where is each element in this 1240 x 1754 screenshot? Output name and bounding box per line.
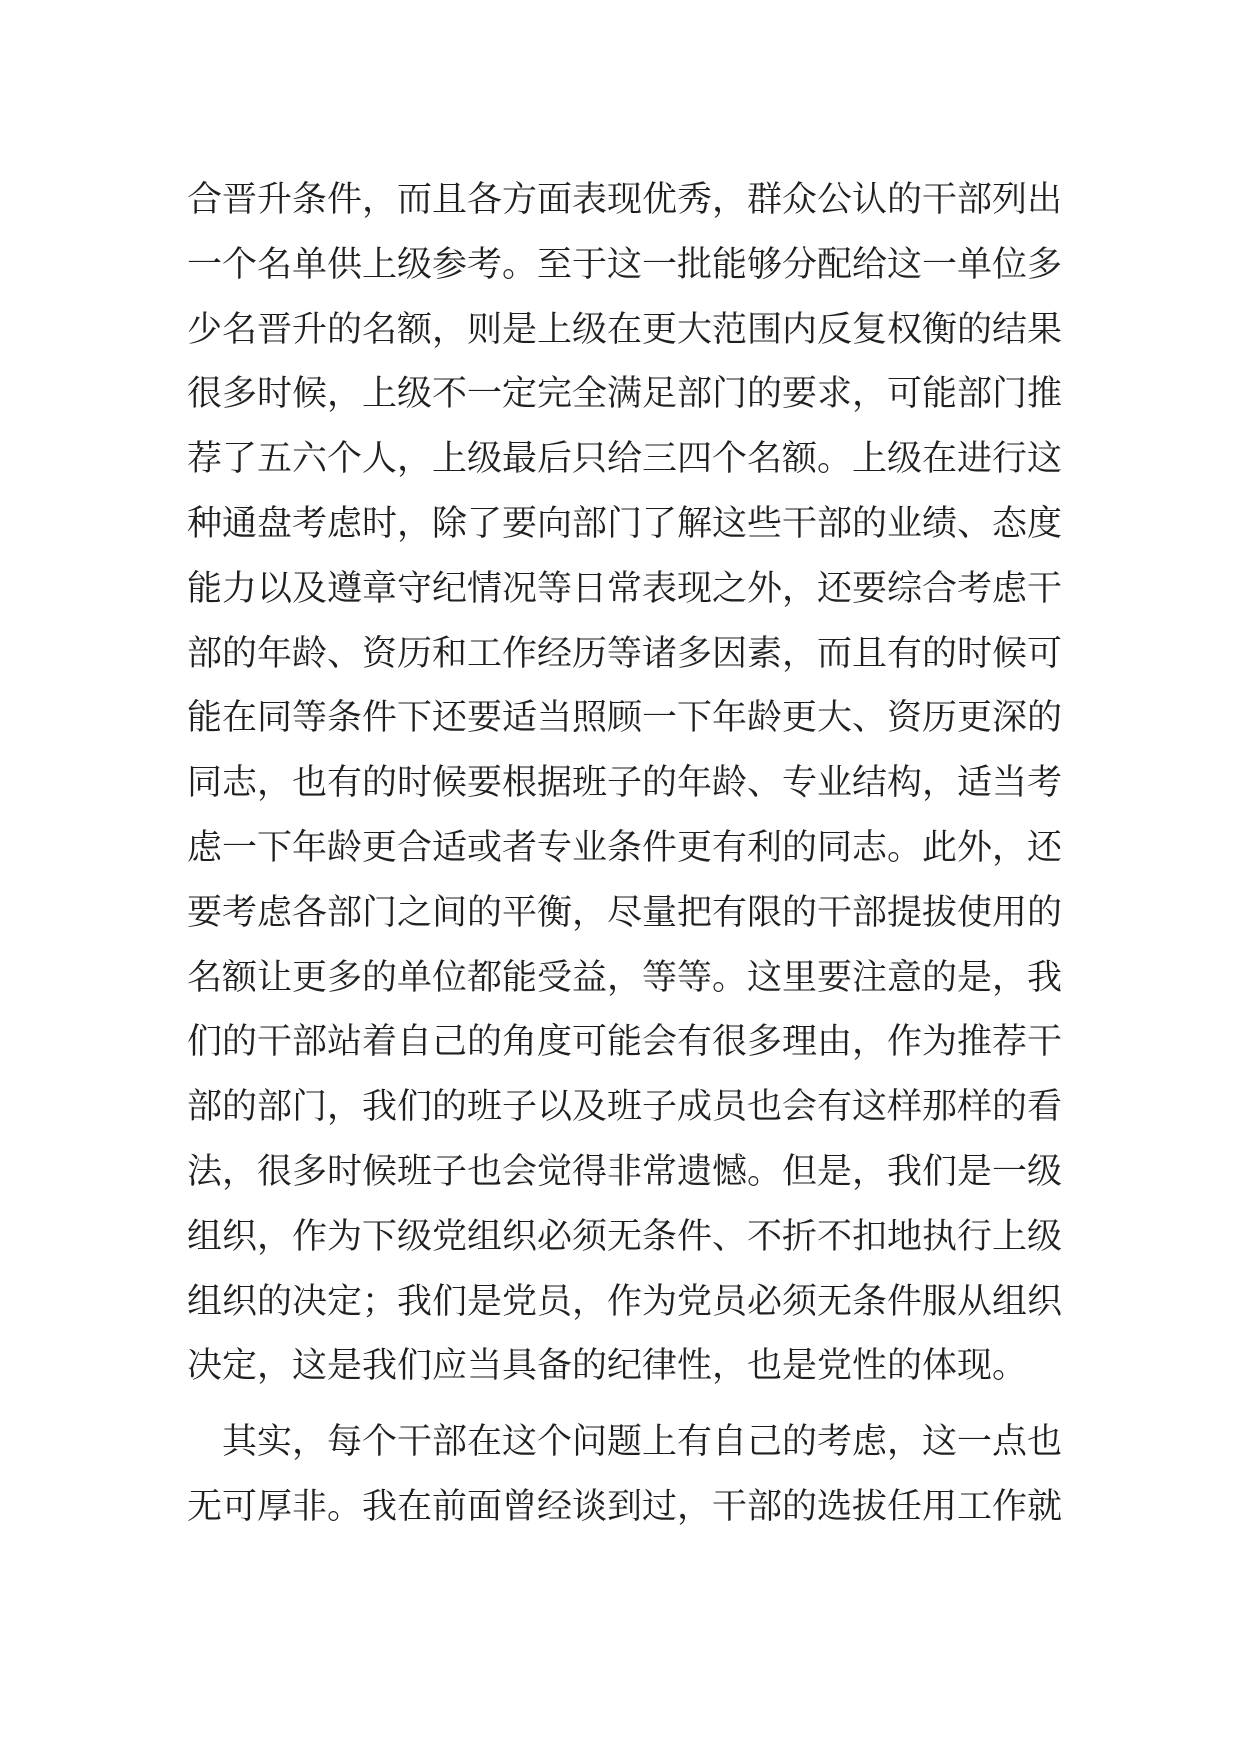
text-line: 很多时候，上级不一定完全满足部门的要求，可能部门推 bbox=[187, 374, 1063, 415]
text-line: 部的部门，我们的班子以及班子成员也会有这样那样的看 bbox=[187, 1087, 1063, 1128]
text-line: 组织的决定；我们是党员，作为党员必须无条件服从组织 bbox=[187, 1281, 1063, 1322]
text-line: 同志，也有的时候要根据班子的年龄、专业结构，适当考 bbox=[187, 763, 1063, 804]
text-line: 合晋升条件，而且各方面表现优秀，群众公认的干部列出 bbox=[187, 180, 1063, 220]
text-line: 决定，这是我们应当具备的纪律性，也是党性的体现。 bbox=[187, 1346, 1028, 1387]
text-line: 组织，作为下级党组织必须无条件、不折不扣地执行上级 bbox=[187, 1216, 1063, 1257]
text-line: 虑一下年龄更合适或者专业条件更有利的同志。此外，还 bbox=[187, 827, 1063, 868]
text-line: 能在同等条件下还要适当照顾一下年龄更大、资历更深的 bbox=[187, 698, 1063, 739]
text-line: 种通盘考虑时，除了要向部门了解这些干部的业绩、态度 bbox=[187, 503, 1063, 544]
text-line: 荐了五六个人，上级最后只给三四个名额。上级在进行这 bbox=[187, 439, 1063, 480]
text-line: 法，很多时候班子也会觉得非常遗憾。但是，我们是一级 bbox=[187, 1151, 1063, 1192]
text-line: 们的干部站着自己的角度可能会有很多理由，作为推荐干 bbox=[187, 1022, 1063, 1063]
text-line: 其实，每个干部在这个问题上有自己的考虑，这一点也 bbox=[187, 1422, 1063, 1463]
text-line: 少名晋升的名额，则是上级在更大范围内反复权衡的结果 bbox=[187, 309, 1063, 350]
paragraph-2 bbox=[187, 1410, 1067, 1540]
text-line: 无可厚非。我在前面曾经谈到过，干部的选拔任用工作就 bbox=[187, 1486, 1063, 1527]
text-line: 要考虑各部门之间的平衡，尽量把有限的干部提拔使用的 bbox=[187, 892, 1063, 933]
text-line: 名额让更多的单位都能受益，等等。这里要注意的是，我 bbox=[187, 957, 1063, 998]
text-line: 一个名单供上级参考。至于这一批能够分配给这一单位多 bbox=[187, 244, 1063, 285]
body-text bbox=[187, 168, 1067, 1540]
text-line: 能力以及遵章守纪情况等日常表现之外，还要综合考虑干 bbox=[187, 568, 1063, 609]
text-line: 部的年龄、资历和工作经历等诸多因素，而且有的时候可 bbox=[187, 633, 1063, 674]
paragraph-1 bbox=[187, 168, 1067, 1399]
